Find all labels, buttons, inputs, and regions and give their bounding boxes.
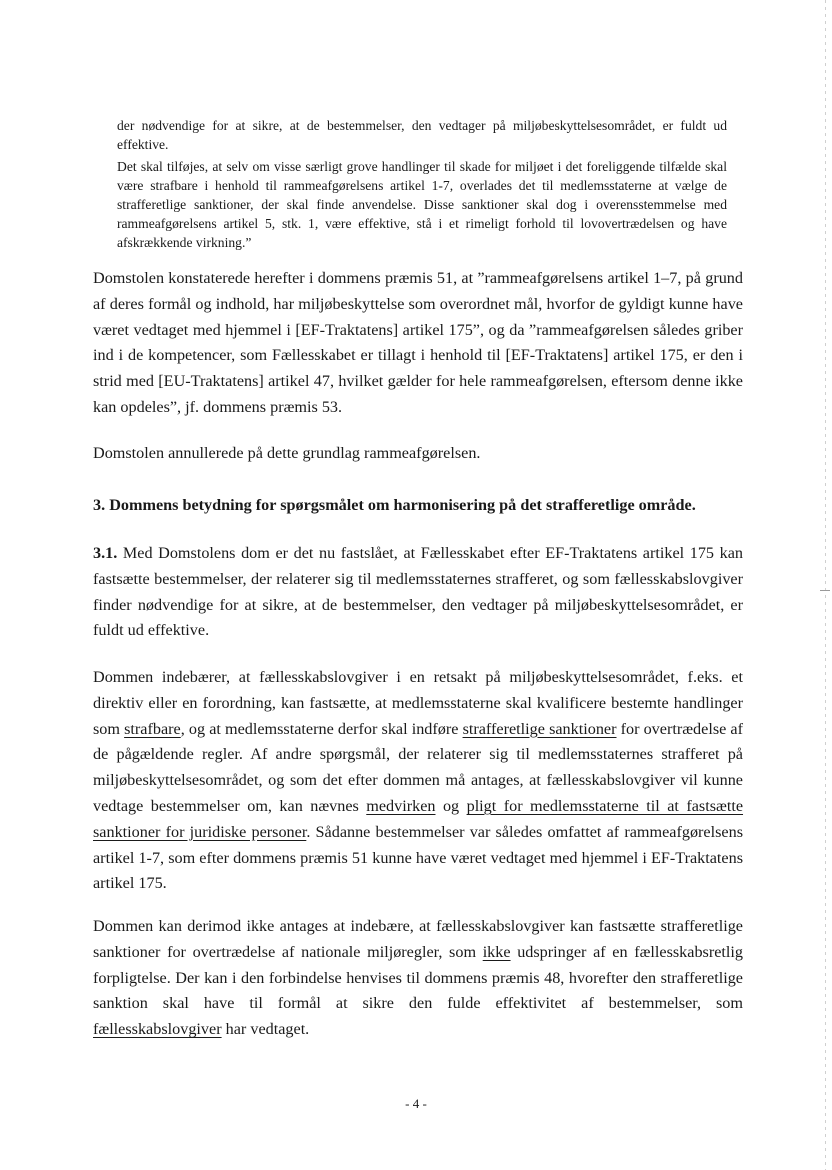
text-segment: . Sådanne bestemmelser var således omfattet af rammeafgørelsens artikel 1-7, som efter dommens præmis 51 kunne have været vedtaget med hjemmel i EF-Traktatens artikel 175. (93, 822, 743, 893)
text-segment: har vedtaget. (221, 1020, 310, 1039)
scan-edge-tick (820, 590, 830, 591)
text-segment: Dommen kan derimod ikke antages at indebære, at fællesskabslovgiver kan fastsætte strafferetlige sanktioner for overtrædelse af nationale miljøregler, som (93, 917, 743, 961)
paragraph-annulment: Domstolen annullerede på dette grundlag rammeafgørelsen. (93, 444, 481, 462)
quote-text-2: Det skal tilføjes, at selv om visse særligt grove handlinger til skade for miljøet i det foreliggende tilfælde skal være strafbare i henhold til rammeafgørelsens artikel 1-7, overlades det til medlemsstaterne at vælge de strafferetlige sanktioner, der skal finde anvendelse. Disse sanktioner skal dog i overensstemmelse med rammeafgørelsens artikel 5, stk. 1, være effektive, stå i et rimeligt forhold til lovovertrædelsen og have afskrækkende virkning.” (117, 159, 727, 250)
paragraph-premis-51: Domstolen konstaterede herefter i dommens præmis 51, at ”rammeafgørelsens artikel 1–7, på grund af deres formål og indhold, har miljøbeskyttelse som overordnet mål, hvorfor de gyldigt kunne have været vedtaget med hjemmel i [EF-Traktatens] artikel 175”, og da ”rammeafgørelsen således griber ind i de kompetencer, som Fællesskabet er tillagt i henhold til [EF-Traktatens] artikel 175, er den i strid med [EU-Traktatens] artikel 47, hvilket gælder for hele rammeafgørelsen, eftersom denne ikke kan opdeles”, jf. dommens præmis 53. (93, 269, 743, 416)
page-number: - 4 - (405, 1096, 427, 1111)
paragraph-3-1 (93, 541, 743, 644)
underlined-medvirken: medvirken (366, 796, 436, 815)
scan-edge-line (825, 0, 826, 1170)
section-heading: 3. Dommens betydning for spørgsmålet om harmonisering på det strafferetlige område. (93, 496, 696, 514)
paragraph-limitations (93, 914, 743, 1043)
paragraph-number: 3.1. (93, 544, 118, 562)
underlined-ikke: ikke (482, 942, 511, 961)
text-segment: Dommen indebærer, at fællesskabslovgiver i en retsakt på miljøbeskyttelsesområdet, f.eks. et direktiv eller en forordning, kan fastsætte, at medlemsstaterne skal kvalificere bestemte handlinger som (93, 668, 743, 738)
text-segment: og (435, 796, 467, 815)
paragraph-3-1-text: Med Domstolens dom er det nu fastslået, at Fællesskabet efter EF-Traktatens artikel 175 kan fastsætte bestemmelser, der relaterer sig til medlemsstaternes strafferet, og som fællesskabslovgiver finder nødvendige for at sikre, at de bestemmelser, den vedtager på miljøbeskyttelsesområdet, er fuldt ud effektive. (93, 544, 743, 640)
paragraph-implications (93, 665, 743, 897)
quote-paragraph-1 (117, 116, 727, 158)
underlined-strafferetlige-sanktioner: strafferetlige sanktioner (462, 719, 617, 738)
underlined-strafbare: strafbare (124, 719, 181, 738)
text-segment: , og at medlemsstaterne derfor skal indføre (180, 719, 463, 738)
text-segment: udspringer af en fællesskabsretlig forpligtelse. Der kan i den forbindelse henvises til dommens præmis 48, hvorefter den strafferetlige sanktion skal have til formål at sikre den fulde effektivitet af bestemmelser, som (93, 942, 743, 1013)
quote-text-1: der nødvendige for at sikre, at de bestemmelser, den vedtager på miljøbeskyttelsesområdet, er fuldt ud effektive. (117, 118, 727, 152)
quote-paragraph-2 (117, 157, 727, 256)
text-segment: for overtrædelse af de pågældende regler. Af andre spørgsmål, der relaterer sig til medlemsstaternes strafferet på miljøbeskyttelsesområdet, og som det efter dommen må antages, at fællesskabslovgiver vil kunne vedtage bestemmelser om, kan nævnes (93, 719, 743, 815)
underlined-pligt-juridiske-personer: pligt for medlemsstaterne til at fastsætte sanktioner for juridiske personer (93, 796, 744, 841)
underlined-faellesskabslovgiver: fællesskabslovgiver (93, 1020, 222, 1039)
